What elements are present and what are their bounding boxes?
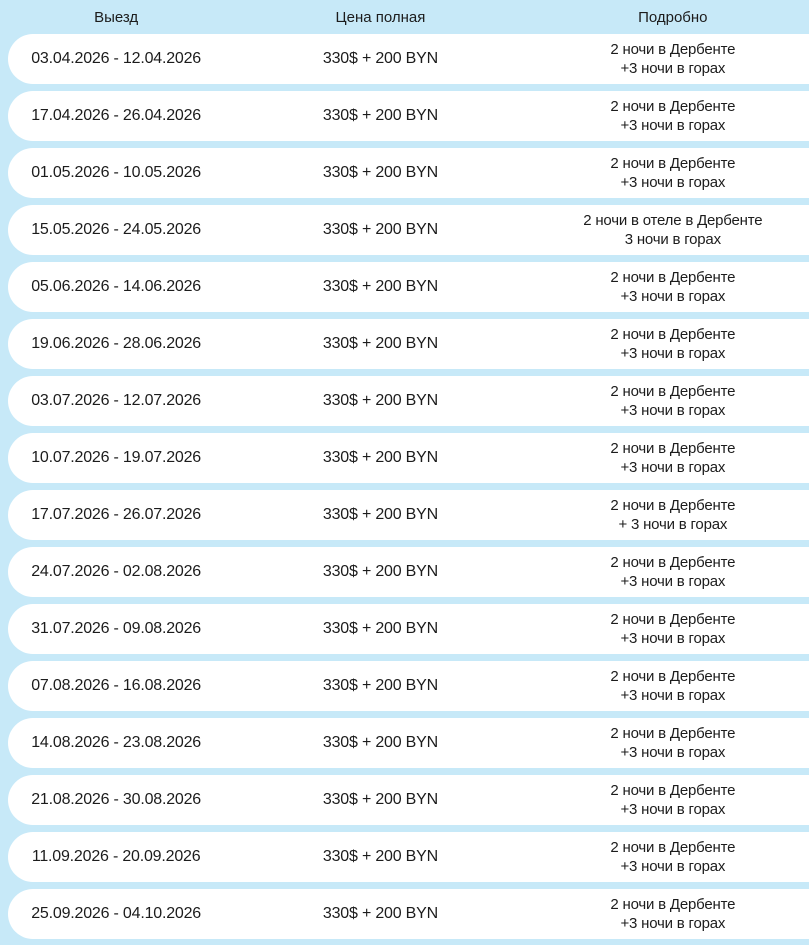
table-row — [8, 775, 809, 825]
details-line2: 3 ночи в горах — [624, 231, 721, 248]
price-cell: 330$ + 200 BYN — [322, 107, 438, 124]
departure-cell: 21.08.2026 - 30.08.2026 — [31, 791, 202, 808]
details-cell — [537, 211, 809, 249]
details-cell — [537, 838, 809, 876]
price-cell: 330$ + 200 BYN — [322, 506, 438, 523]
details-line1: 2 ночи в Дербенте — [610, 496, 736, 514]
table-row — [8, 490, 809, 540]
header-departure: Выезд — [94, 8, 139, 26]
details-line2: +3 ночи в горах — [620, 573, 726, 590]
price-cell: 330$ + 200 BYN — [322, 392, 438, 409]
details-cell — [537, 496, 809, 534]
price-cell: 330$ + 200 BYN — [322, 563, 438, 580]
table-row — [8, 319, 809, 369]
departure-cell: 01.05.2026 - 10.05.2026 — [31, 164, 202, 181]
details-line1: 2 ночи в Дербенте — [610, 154, 736, 172]
table-row — [8, 832, 809, 882]
details-line2: + 3 ночи в горах — [618, 516, 728, 533]
table-row — [8, 889, 809, 939]
departure-cell: 25.09.2026 - 04.10.2026 — [31, 905, 202, 922]
details-line1: 2 ночи в Дербенте — [610, 895, 736, 913]
header-details: Подробно — [638, 8, 708, 26]
details-line1: 2 ночи в Дербенте — [610, 325, 736, 343]
table-row — [8, 148, 809, 198]
details-cell — [537, 724, 809, 762]
departure-cell: 17.04.2026 - 26.04.2026 — [31, 107, 202, 124]
departure-cell: 24.07.2026 - 02.08.2026 — [31, 563, 202, 580]
departure-cell: 10.07.2026 - 19.07.2026 — [31, 449, 202, 466]
table-row — [8, 718, 809, 768]
details-line2: +3 ночи в горах — [620, 459, 726, 476]
table-row — [8, 34, 809, 84]
details-line2: +3 ночи в горах — [620, 288, 726, 305]
details-line2: +3 ночи в горах — [620, 174, 726, 191]
details-cell — [537, 781, 809, 819]
details-line1: 2 ночи в Дербенте — [610, 610, 736, 628]
table-row — [8, 205, 809, 255]
details-line2: +3 ночи в горах — [620, 402, 726, 419]
departure-cell: 19.06.2026 - 28.06.2026 — [31, 335, 202, 352]
details-line1: 2 ночи в Дербенте — [610, 724, 736, 742]
table-row — [8, 376, 809, 426]
details-line2: +3 ночи в горах — [620, 858, 726, 875]
price-cell: 330$ + 200 BYN — [322, 734, 438, 751]
details-cell — [537, 40, 809, 78]
details-line2: +3 ночи в горах — [620, 630, 726, 647]
price-cell: 330$ + 200 BYN — [322, 278, 438, 295]
table-row — [8, 262, 809, 312]
departure-cell: 17.07.2026 - 26.07.2026 — [31, 506, 202, 523]
table-row — [8, 433, 809, 483]
details-line2: +3 ночи в горах — [620, 117, 726, 134]
details-line1: 2 ночи в Дербенте — [610, 781, 736, 799]
details-line1: 2 ночи в отеле в Дербенте — [583, 211, 763, 229]
price-cell: 330$ + 200 BYN — [322, 677, 438, 694]
details-line1: 2 ночи в Дербенте — [610, 667, 736, 685]
departure-cell: 11.09.2026 - 20.09.2026 — [31, 848, 201, 865]
header-price: Цена полная — [335, 8, 426, 26]
details-line1: 2 ночи в Дербенте — [610, 439, 736, 457]
table-row — [8, 91, 809, 141]
details-cell — [537, 97, 809, 135]
departure-cell: 31.07.2026 - 09.08.2026 — [31, 620, 202, 637]
departure-cell: 05.06.2026 - 14.06.2026 — [31, 278, 202, 295]
price-cell: 330$ + 200 BYN — [322, 791, 438, 808]
departure-cell: 07.08.2026 - 16.08.2026 — [31, 677, 202, 694]
table-row — [8, 547, 809, 597]
details-line2: +3 ночи в горах — [620, 345, 726, 362]
price-cell: 330$ + 200 BYN — [322, 164, 438, 181]
departure-cell: 15.05.2026 - 24.05.2026 — [31, 221, 202, 238]
details-line1: 2 ночи в Дербенте — [610, 268, 736, 286]
details-line1: 2 ночи в Дербенте — [610, 382, 736, 400]
price-cell: 330$ + 200 BYN — [322, 905, 438, 922]
details-cell — [537, 154, 809, 192]
price-cell: 330$ + 200 BYN — [322, 449, 438, 466]
price-cell: 330$ + 200 BYN — [322, 221, 438, 238]
details-cell — [537, 610, 809, 648]
details-line2: +3 ночи в горах — [620, 915, 726, 932]
details-cell — [537, 382, 809, 420]
details-cell — [537, 667, 809, 705]
departure-cell: 14.08.2026 - 23.08.2026 — [31, 734, 202, 751]
price-cell: 330$ + 200 BYN — [322, 335, 438, 352]
price-cell: 330$ + 200 BYN — [322, 50, 438, 67]
details-line2: +3 ночи в горах — [620, 744, 726, 761]
price-cell: 330$ + 200 BYN — [322, 620, 438, 637]
details-line2: +3 ночи в горах — [620, 687, 726, 704]
departure-cell: 03.07.2026 - 12.07.2026 — [31, 392, 202, 409]
details-line1: 2 ночи в Дербенте — [610, 838, 736, 856]
price-cell: 330$ + 200 BYN — [322, 848, 438, 865]
details-line1: 2 ночи в Дербенте — [610, 40, 736, 58]
table-row — [8, 604, 809, 654]
details-line1: 2 ночи в Дербенте — [610, 97, 736, 115]
details-line2: +3 ночи в горах — [620, 801, 726, 818]
details-cell — [537, 439, 809, 477]
table-row — [8, 661, 809, 711]
table-body — [0, 34, 809, 939]
details-line1: 2 ночи в Дербенте — [610, 553, 736, 571]
departure-cell: 03.04.2026 - 12.04.2026 — [31, 50, 202, 67]
details-line2: +3 ночи в горах — [620, 60, 726, 77]
details-cell — [537, 895, 809, 933]
details-cell — [537, 268, 809, 306]
details-cell — [537, 553, 809, 591]
table-header — [0, 0, 809, 34]
details-cell — [537, 325, 809, 363]
